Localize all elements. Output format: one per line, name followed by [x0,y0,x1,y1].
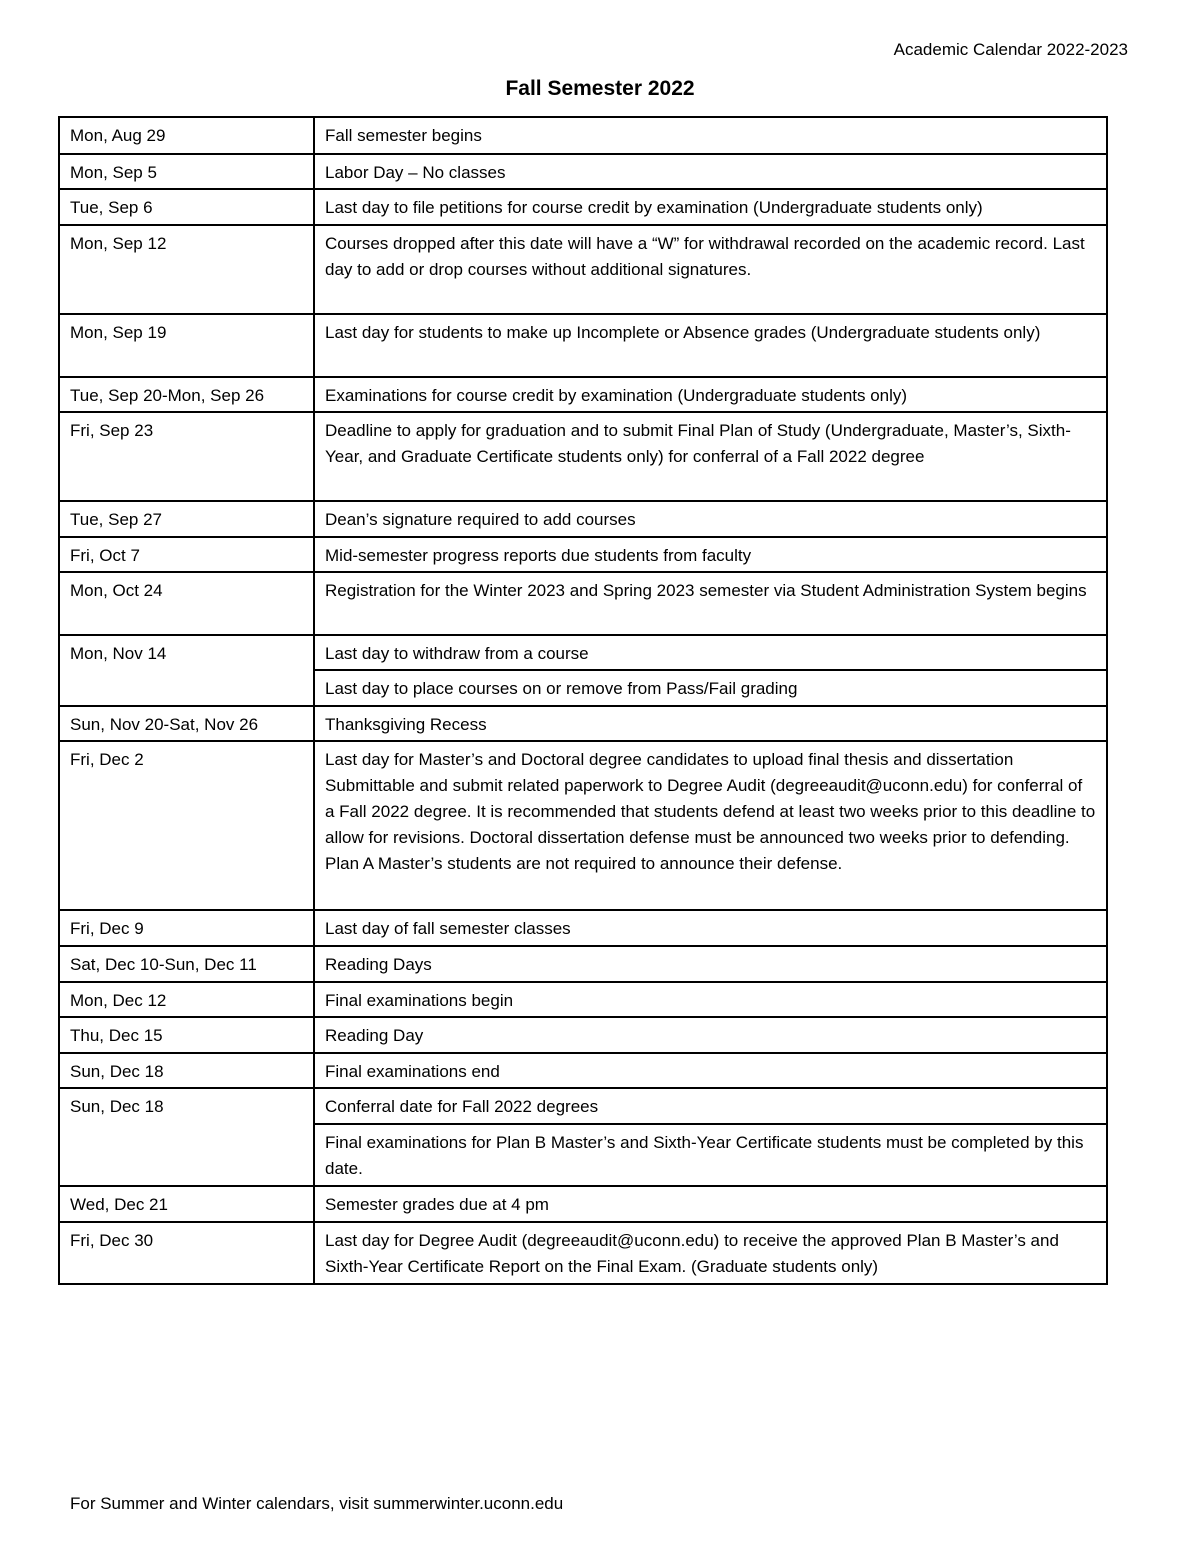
table-row [59,154,1107,189]
event-cell: Fall semester begins [314,117,1107,154]
date-cell: Tue, Sep 6 [59,189,314,225]
event-cell: Semester grades due at 4 pm [314,1186,1107,1222]
event-cell: Courses dropped after this date will have a “W” for withdrawal recorded on the academic record. Last day to add or drop courses without additional signatures. [314,225,1107,314]
table-row [59,117,1107,154]
date-cell: Sun, Dec 18 [59,1088,314,1186]
date-cell: Fri, Dec 30 [59,1222,314,1284]
event-cell: Registration for the Winter 2023 and Spring 2023 semester via Student Administration System begins [314,572,1107,635]
event-cell: Last day to withdraw from a course [314,635,1107,670]
page-title: Fall Semester 2022 [505,77,695,100]
date-cell: Mon, Sep 5 [59,154,314,189]
date-cell: Sun, Dec 18 [59,1053,314,1088]
event-cell: Conferral date for Fall 2022 degrees [314,1088,1107,1124]
table-row [59,377,1107,412]
date-cell: Mon, Nov 14 [59,635,314,706]
date-cell: Mon, Sep 12 [59,225,314,314]
event-cell: Final examinations begin [314,982,1107,1017]
table-row [59,1017,1107,1053]
date-cell: Tue, Sep 27 [59,501,314,537]
event-cell: Last day for Master’s and Doctoral degree candidates to upload final thesis and dissertation Submittable and submit related paperwork to Degree Audit (degreeaudit@uconn.edu) for conferral of a Fall 2022 degree. It is recommended that students defend at least two weeks prior to this deadline to allow for revisions. Doctoral dissertation defense must be announced two weeks prior to defending. Plan A Master’s students are not required to announce their defense. [314,741,1107,910]
event-cell: Final examinations end [314,1053,1107,1088]
event-cell: Reading Day [314,1017,1107,1053]
event-cell: Dean’s signature required to add courses [314,501,1107,537]
table-row [59,635,1107,670]
table-row [59,412,1107,501]
date-cell: Mon, Dec 12 [59,982,314,1017]
date-cell: Mon, Oct 24 [59,572,314,635]
table-row [59,1088,1107,1124]
date-cell: Fri, Sep 23 [59,412,314,501]
event-cell: Final examinations for Plan B Master’s and Sixth-Year Certificate students must be completed by this date. [314,1124,1107,1186]
date-cell: Sat, Dec 10-Sun, Dec 11 [59,946,314,982]
date-cell: Wed, Dec 21 [59,1186,314,1222]
table-row [59,501,1107,537]
date-cell: Fri, Dec 9 [59,910,314,946]
table-row [59,314,1107,377]
date-cell: Fri, Dec 2 [59,741,314,910]
table-row [59,537,1107,572]
date-cell: Mon, Aug 29 [59,117,314,154]
event-cell: Thanksgiving Recess [314,706,1107,741]
date-cell: Tue, Sep 20-Mon, Sep 26 [59,377,314,412]
date-cell: Mon, Sep 19 [59,314,314,377]
event-cell: Last day to place courses on or remove from Pass/Fail grading [314,670,1107,706]
table-row [59,910,1107,946]
table-row [59,1186,1107,1222]
event-cell: Last day for Degree Audit (degreeaudit@uconn.edu) to receive the approved Plan B Master’s and Sixth-Year Certificate Report on the Final Exam. (Graduate students only) [314,1222,1107,1284]
event-cell: Deadline to apply for graduation and to submit Final Plan of Study (Undergraduate, Master’s, Sixth-Year, and Graduate Certificate students only) for conferral of a Fall 2022 degree [314,412,1107,501]
event-cell: Mid-semester progress reports due students from faculty [314,537,1107,572]
table-row [59,189,1107,225]
table-row [59,1222,1107,1284]
footer-note: For Summer and Winter calendars, visit summerwinter.uconn.edu [70,1494,564,1513]
event-cell: Reading Days [314,946,1107,982]
event-cell: Examinations for course credit by examination (Undergraduate students only) [314,377,1107,412]
event-cell: Last day of fall semester classes [314,910,1107,946]
event-cell: Last day for students to make up Incomplete or Absence grades (Undergraduate students only) [314,314,1107,377]
calendar-table [58,116,1108,1285]
event-cell: Labor Day – No classes [314,154,1107,189]
table-row [59,982,1107,1017]
table-row [59,1053,1107,1088]
table-row [59,741,1107,910]
document-header: Academic Calendar 2022-2023 [893,40,1128,59]
table-row [59,946,1107,982]
event-cell: Last day to file petitions for course credit by examination (Undergraduate students only) [314,189,1107,225]
table-row [59,572,1107,635]
date-cell: Fri, Oct 7 [59,537,314,572]
table-row [59,706,1107,741]
date-cell: Sun, Nov 20-Sat, Nov 26 [59,706,314,741]
date-cell: Thu, Dec 15 [59,1017,314,1053]
table-row [59,225,1107,314]
